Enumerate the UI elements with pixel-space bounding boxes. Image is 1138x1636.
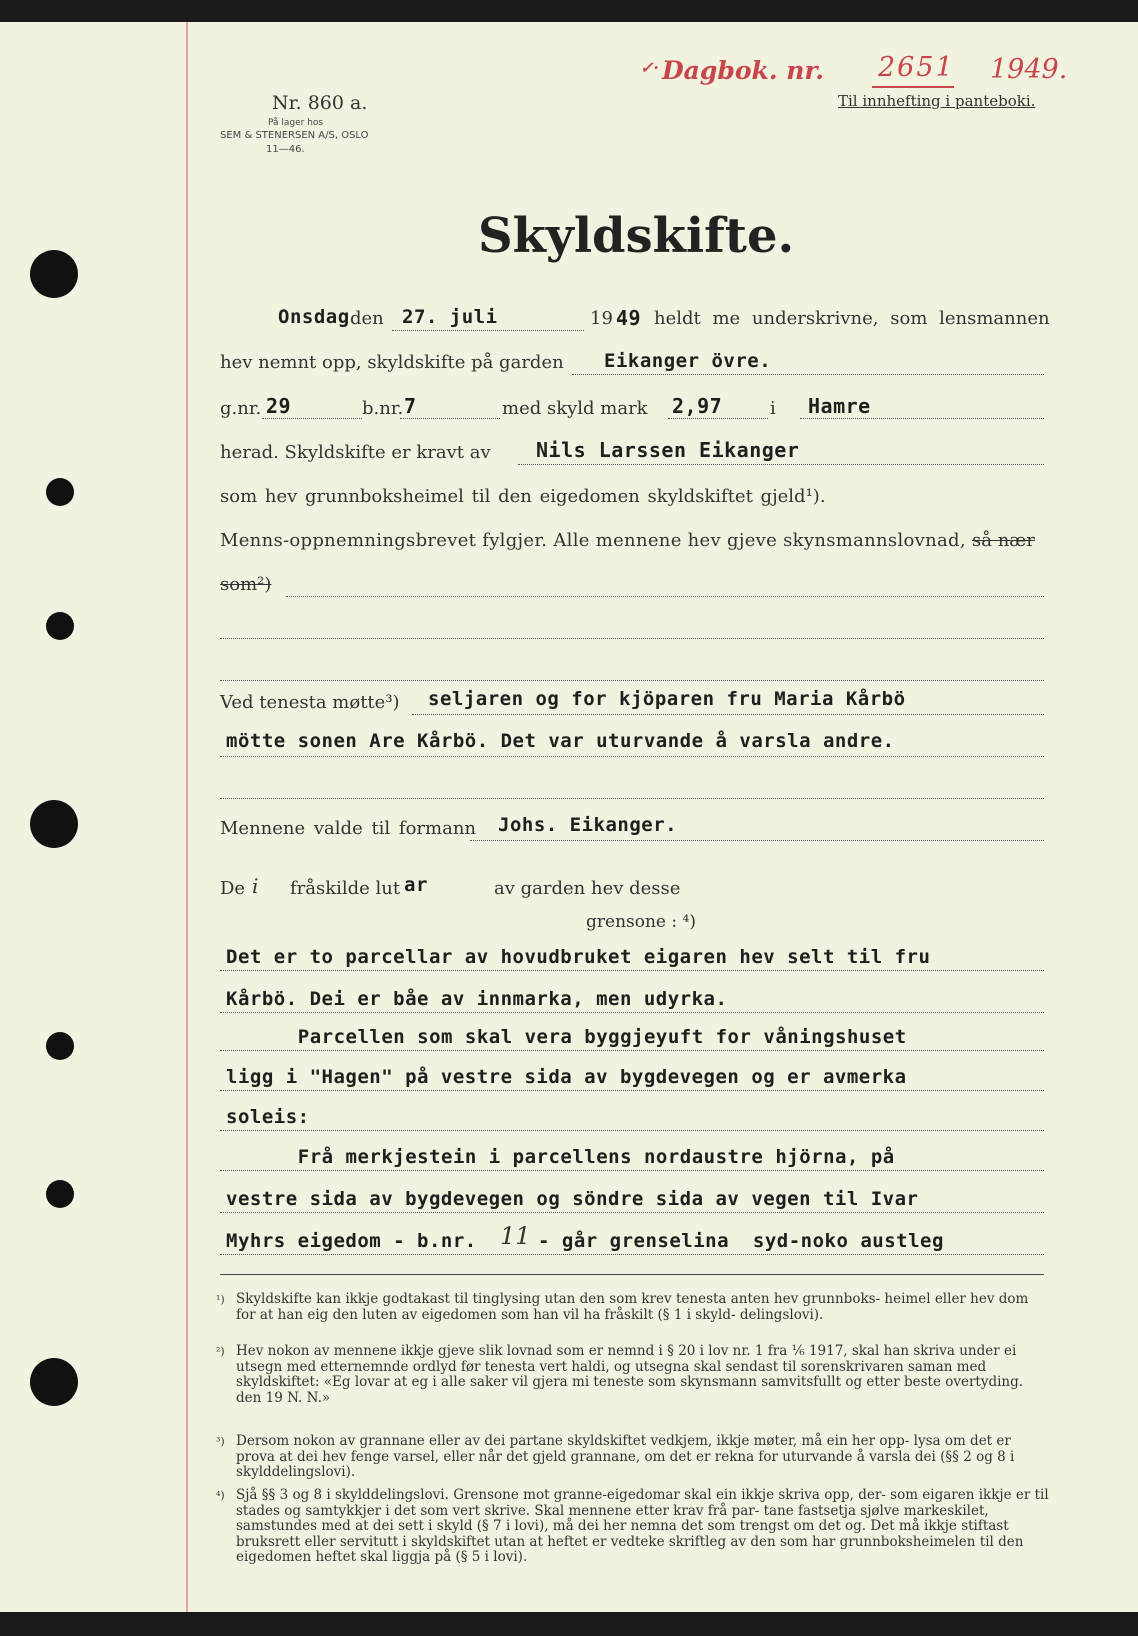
dotted-line [220, 1212, 1044, 1213]
handwritten-i: i [252, 874, 259, 898]
dotted-line [668, 418, 768, 419]
fraskilde-typed: ar [404, 874, 428, 896]
footnote-text: Dersom nokon av grannane eller av dei partane skyldskiftet vedkjem, ikkje møter, må ein her opp- lysa om det er prova at dei hev fenge varsel, eller når det gjeld grannane, om det er rekna for uturvande å varsla dei (§§ 2 og 8 i skylddelingslovi). [236, 1433, 1015, 1480]
footnote [216, 1433, 1051, 1481]
dagbok-underline [872, 86, 954, 88]
dotted-line [412, 714, 1044, 715]
date-typed: 27. juli [402, 306, 498, 328]
handwritten-number: 11 [500, 1222, 531, 1250]
dotted-line [800, 418, 1044, 419]
farm-name: Eikanger övre. [604, 350, 772, 372]
dotted-line [470, 840, 1044, 841]
punch-hole [46, 1032, 74, 1060]
punch-hole [46, 612, 74, 640]
punch-hole [30, 250, 78, 298]
line2-text: hev nemnt opp, skyldskifte på garden [220, 352, 564, 373]
bnr-value: 7 [404, 394, 417, 418]
dotted-line [220, 1130, 1044, 1131]
footnote-text: Sjå §§ 3 og 8 i skylddelingslovi. Grensone mot granne-eigedomar skal ein ikkje skriva opp, der- som eigaren ikkje er til stades og samtykkjer i det som vert skrive. Skal mennene etter krav frå par- tane fastsetja sjølve markeskilet, samstundes med at dei sett i skyld (§ 7 i lovi), må dei her nemna det som trengst om det og. Det må ikkje stiftast bruksrett eller servitutt i skyldskiftet utan at heftet er vedteke skriftleg av den som har grunnboksheimelen til den eigedomen heftet skal liggja på (§ 5 i lovi). [236, 1487, 1049, 1565]
den-label: den [350, 308, 384, 329]
weekday: Onsdag [278, 306, 350, 328]
herad-name: Hamre [808, 394, 871, 418]
footnote [216, 1343, 1051, 1406]
year-prefix: 19 [590, 308, 613, 329]
skyld-value: 2,97 [672, 394, 723, 418]
skyld-label: med skyld mark [502, 398, 648, 419]
margin-rule [186, 22, 188, 1612]
body-line: - går grenselina syd-noko austleg [538, 1230, 944, 1252]
dotted-line [286, 596, 1044, 597]
attendance-typed: seljaren og for kjöparen fru Maria Kårbö [428, 688, 906, 710]
body-line: Parcellen som skal vera byggjeyuft for våningshuset [250, 1026, 907, 1048]
dotted-line [220, 1254, 1044, 1255]
requester-name: Nils Larssen Eikanger [536, 438, 800, 462]
dagbok-number: 2651 [878, 52, 955, 83]
gnr-label: g.nr. [220, 398, 262, 419]
til-innhefting: Til innhefting i panteboki. [838, 92, 1036, 110]
de-label: De [220, 878, 246, 899]
footnote [216, 1487, 1051, 1566]
body-line: Kårbö. Dei er båe av innmarka, men udyrka. [226, 988, 728, 1010]
footnote-number: ⁴) [216, 1489, 225, 1502]
dotted-line [392, 330, 584, 331]
grensone-label: grensone : ⁴) [586, 912, 696, 932]
motte-label: Ved tenesta møtte³) [220, 692, 400, 713]
dotted-line [220, 970, 1044, 971]
i-label: i [770, 398, 776, 419]
dotted-line [220, 756, 1044, 757]
dotted-line [220, 1050, 1044, 1051]
footnote-text: Hev nokon av mennene ikkje gjeve slik lovnad som er nemnd i § 20 i lov nr. 1 fra ⅙ 1917, skal han skriva under ei utsegn med etternemnde ordlyd før tenesta vert haldi, og utsegna skal sendast til sorenskrivaren saman med skyldskiftet: «Eg lovar at eg i alle saker vil gjera mi teneste som skynsmann samvitsfullt og etter beste overtyding. den 19 N. N.» [236, 1343, 1024, 1406]
body-line: Det er to parcellar av hovudbruket eigaren hev selt til fru [226, 946, 931, 968]
dotted-line [572, 374, 1044, 375]
stamp-prefix: ✓· [640, 58, 659, 77]
fraskilde-label: fråskilde lut [290, 878, 401, 899]
footnote-separator [220, 1274, 1044, 1275]
dotted-line [262, 418, 362, 419]
dagbok-year: 1949. [990, 54, 1068, 85]
page-title: Skyldskifte. [478, 208, 795, 264]
publisher-line: 11—46. [266, 144, 305, 155]
document-page [0, 22, 1138, 1612]
struck-text: som²) [220, 574, 272, 595]
line4-text: herad. Skyldskifte er kravt av [220, 442, 491, 463]
struck-text: så nær [972, 530, 1035, 551]
footnote-number: ²) [216, 1345, 225, 1358]
body-line: vestre sida av bygdevegen og söndre sida av vegen til Ivar [226, 1188, 919, 1210]
punch-hole [30, 1358, 78, 1406]
line5-text: som hev grunnboksheimel til den eigedomen skyldskiftet gjeld¹). [220, 486, 826, 507]
dotted-line [220, 1090, 1044, 1091]
attendance-typed: mötte sonen Are Kårbö. Det var uturvande å varsla andre. [226, 730, 895, 752]
line1-text: heldt me underskrivne, som lensmannen [654, 308, 1050, 329]
line6-text: Menns-oppnemningsbrevet fylgjer. Alle mennene hev gjeve skynsmannslovnad, [220, 530, 966, 551]
body-line: Myhrs eigedom - b.nr. [226, 1230, 477, 1252]
body-line: ligg i "Hagen" på vestre sida av bygdevegen og er avmerka [226, 1066, 907, 1088]
dotted-line [400, 418, 500, 419]
line11-text: av garden hev desse [494, 878, 681, 899]
publisher-line: SEM & STENERSEN A/S, OSLO [220, 130, 369, 141]
dotted-line [220, 638, 1044, 639]
body-line: Frå merkjestein i parcellens nordaustre hjörna, på [250, 1146, 895, 1168]
footnote-text: Skyldskifte kan ikkje godtakast til tinglysing utan den som krev tenesta anten hev grunnboks- heimel eller hev dom for at han eig den luten av eigedomen som han vil ha fråskilt (§ 1 i skyld- delingslovi). [236, 1291, 1029, 1323]
formann-label: Mennene valde til formann [220, 818, 476, 839]
formann-name: Johs. Eikanger. [498, 814, 678, 836]
footnote-number: ³) [216, 1435, 225, 1448]
dotted-line [220, 1170, 1044, 1171]
dotted-line [220, 680, 1044, 681]
form-number: Nr. 860 a. [272, 92, 368, 114]
dotted-line [220, 1012, 1044, 1013]
footnote-number: ¹) [216, 1293, 225, 1306]
footnote [216, 1291, 1051, 1323]
punch-hole [30, 800, 78, 848]
gnr-value: 29 [266, 394, 292, 418]
dagbok-label: Dagbok. nr. [662, 56, 824, 85]
dotted-line [220, 798, 1044, 799]
dotted-line [518, 464, 1044, 465]
punch-hole [46, 478, 74, 506]
year-typed: 49 [616, 306, 642, 330]
bnr-label: b.nr. [362, 398, 404, 419]
punch-hole [46, 1180, 74, 1208]
body-line: soleis: [226, 1106, 310, 1128]
publisher-line: På lager hos [268, 118, 324, 128]
